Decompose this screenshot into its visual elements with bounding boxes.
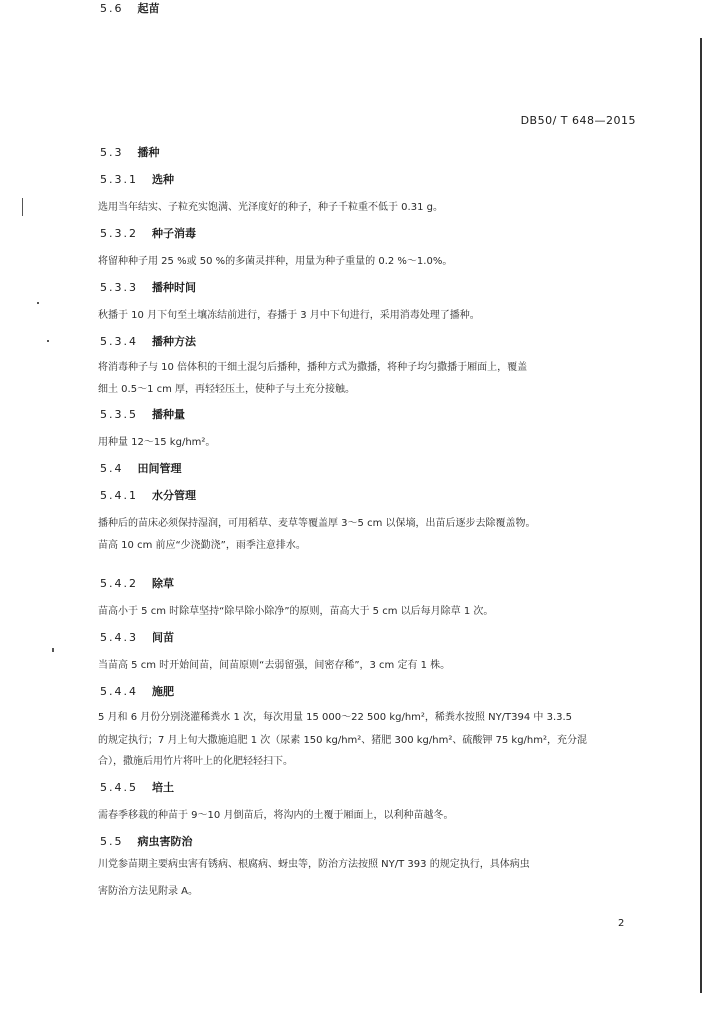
scan-mark [22,198,23,216]
section-title: 播种量 [152,408,185,421]
paragraph-line: 将留种种子用 25 %或 50 %的多菌灵拌种，用量为种子重量的 0.2 %～1.0%。 [98,256,453,267]
paragraph-line: 播种后的苗床必须保持湿润，可用稻草、麦草等覆盖厚 3～5 cm 以保墒，出苗后逐步去除覆盖物。 [98,518,536,529]
section-number: 5.4.4 [100,685,138,698]
section-title: 施肥 [152,685,174,698]
scan-edge-line [700,38,702,993]
paragraph-line: 将消毒种子与 10 倍体积的干细土混匀后播种，播种方式为撒播，将种子均匀撒播于厢面上，覆盖 [98,362,528,373]
paragraph-line: 苗高 10 cm 前应“少浇勤浇”，雨季注意排水。 [98,540,306,551]
section-heading [100,144,160,160]
document-header-code: DB50/ T 648—2015 [520,114,636,127]
section-number: 5.4.1 [100,489,138,502]
paragraph-line: 细土 0.5～1 cm 厚，再轻轻压土，使种子与土充分接触。 [98,384,356,395]
section-title: 播种时间 [152,281,196,294]
section-heading [100,683,174,699]
section-heading [100,279,196,295]
section-heading [100,406,185,422]
section-heading [100,333,196,349]
page-number: 2 [618,918,625,929]
section-title: 田间管理 [137,462,182,475]
section-heading [100,0,160,16]
section-heading [100,629,174,645]
section-number: 5.3.1 [100,173,138,186]
section-title: 播种方法 [152,335,196,348]
section-title: 病虫害防治 [137,835,193,848]
paragraph-line: 害防治方法见附录 A。 [98,886,199,897]
section-heading [100,833,193,849]
paragraph-line: 用种量 12～15 kg/hm²。 [98,437,216,448]
paragraph-line: 川党参苗期主要病虫害有锈病、根腐病、蚜虫等，防治方法按照 NY/T 393 的规定执行，具体病虫 [98,859,530,870]
paragraph-line: 苗高小于 5 cm 时除草坚持“除早除小除净”的原则，苗高大于 5 cm 以后每月除草 1 次。 [98,606,494,617]
section-number: 5.3.2 [100,227,138,240]
section-heading [100,225,196,241]
section-number: 5.3.4 [100,335,138,348]
paragraph-line: 的规定执行；7 月上旬大撒施追肥 1 次（尿素 150 kg/hm²、猪肥 300 kg/hm²、硫酸钾 75 kg/hm²，充分混 [98,735,588,746]
scan-mark [47,340,49,342]
paragraph-line: 5 月和 6 月份分别浇灌稀粪水 1 次，每次用量 15 000～22 500 kg/hm²，稀粪水按照 NY/T394 中 3.3.5 [98,712,573,723]
section-title: 选种 [152,173,174,186]
section-title: 播种 [137,146,160,159]
section-number: 5.5 [100,835,124,848]
scan-mark [52,648,54,652]
section-number: 5.4 [100,462,124,475]
section-title: 除草 [152,577,174,590]
section-number: 5.3.3 [100,281,138,294]
section-title: 培土 [152,781,174,794]
section-heading [100,575,174,591]
paragraph-line: 合），撒施后用竹片将叶上的化肥轻轻扫下。 [98,756,293,767]
paragraph-line: 需春季移栽的种苗于 9～10 月倒苗后，将沟内的土覆于厢面上，以利种苗越冬。 [98,810,454,821]
section-number: 5.3.5 [100,408,138,421]
section-title: 起苗 [137,2,160,15]
paragraph-line: 秋播于 10 月下旬至土壤冻结前进行，春播于 3 月中下旬进行，采用消毒处理了播种。 [98,310,480,321]
section-heading [100,487,196,503]
section-number: 5.3 [100,146,124,159]
section-title: 水分管理 [152,489,196,502]
section-heading [100,460,182,476]
section-number: 5.4.5 [100,781,138,794]
section-number: 5.4.2 [100,577,138,590]
section-number: 5.6 [100,2,124,15]
section-title: 间苗 [152,631,174,644]
section-heading [100,779,174,795]
section-heading [100,171,174,187]
section-number: 5.4.3 [100,631,138,644]
paragraph-line: 选用当年结实、子粒充实饱满、光泽度好的种子，种子千粒重不低于 0.31 g。 [98,202,443,213]
scan-mark [37,302,39,304]
paragraph-line: 当苗高 5 cm 时开始间苗，间苗原则“去弱留强，间密存稀”，3 cm 定有 1 株。 [98,660,451,671]
section-title: 种子消毒 [152,227,196,240]
